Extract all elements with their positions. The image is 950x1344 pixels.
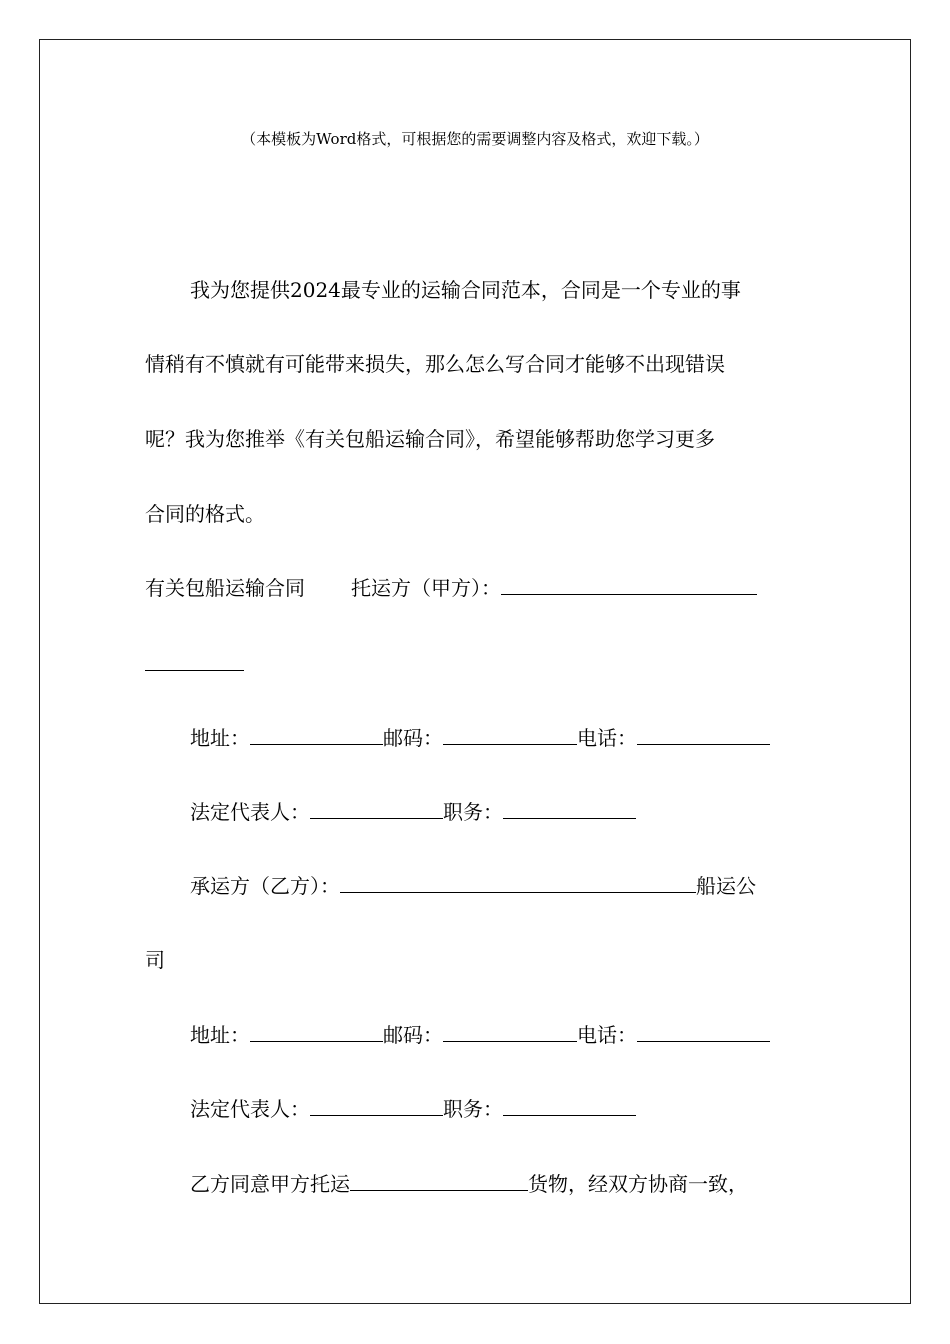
agreement-suffix: 货物，经双方协商一致， — [528, 1172, 748, 1196]
contract-title-line — [145, 576, 757, 600]
party-b-postcode-label: 邮码： — [383, 1023, 443, 1047]
intro-line-2: 情稍有不慎就有可能带来损失，那么怎么写合同才能够不出现错误 — [145, 352, 725, 376]
shipper-name-blank-cont[interactable] — [145, 653, 244, 671]
party-b-address-label: 地址： — [190, 1023, 250, 1047]
party-a-position-label: 职务： — [443, 800, 503, 824]
party-a-position-blank[interactable] — [503, 801, 636, 819]
party-b-rep-label: 法定代表人： — [190, 1097, 310, 1121]
carrier-label: 承运方（乙方）： — [190, 874, 340, 898]
party-b-postcode-blank[interactable] — [443, 1024, 577, 1042]
party-a-rep-blank[interactable] — [310, 801, 443, 819]
party-a-phone-label: 电话： — [577, 726, 637, 750]
party-b-rep-blank[interactable] — [310, 1098, 443, 1116]
template-note: （本模板为Word格式，可根据您的需要调整内容及格式，欢迎下载。） — [241, 130, 709, 148]
party-b-position-blank[interactable] — [503, 1098, 636, 1116]
party-b-address-blank[interactable] — [250, 1024, 383, 1042]
party-a-rep-line — [190, 800, 636, 824]
intro-line-1: 我为您提供2024最专业的运输合同范本，合同是一个专业的事 — [190, 278, 741, 302]
party-b-phone-label: 电话： — [577, 1023, 637, 1047]
party-b-position-label: 职务： — [443, 1097, 503, 1121]
party-b-rep-line — [190, 1097, 636, 1121]
carrier-line — [190, 874, 756, 898]
shipper-name-blank[interactable] — [501, 577, 757, 595]
carrier-suffix-2: 司 — [145, 948, 165, 972]
intro-line-3: 呢？我为您推举《有关包船运输合同》，希望能够帮助您学习更多 — [145, 427, 715, 451]
agreement-prefix: 乙方同意甲方托运 — [190, 1172, 350, 1196]
intro-line-4: 合同的格式。 — [145, 502, 265, 526]
party-a-address-line — [190, 726, 770, 750]
carrier-name-blank[interactable] — [340, 875, 696, 893]
party-b-address-line — [190, 1023, 770, 1047]
party-a-phone-blank[interactable] — [637, 727, 770, 745]
party-a-rep-label: 法定代表人： — [190, 800, 310, 824]
agreement-line — [190, 1172, 748, 1196]
party-a-address-label: 地址： — [190, 726, 250, 750]
party-a-postcode-blank[interactable] — [443, 727, 577, 745]
contract-title: 有关包船运输合同 — [145, 576, 305, 600]
party-a-address-blank[interactable] — [250, 727, 383, 745]
party-b-phone-blank[interactable] — [637, 1024, 770, 1042]
carrier-suffix-1: 船运公 — [696, 874, 756, 898]
party-a-postcode-label: 邮码： — [383, 726, 443, 750]
cargo-blank[interactable] — [350, 1173, 528, 1191]
shipper-label: 托运方（甲方）： — [351, 576, 501, 600]
shipper-name-continuation — [145, 652, 244, 676]
